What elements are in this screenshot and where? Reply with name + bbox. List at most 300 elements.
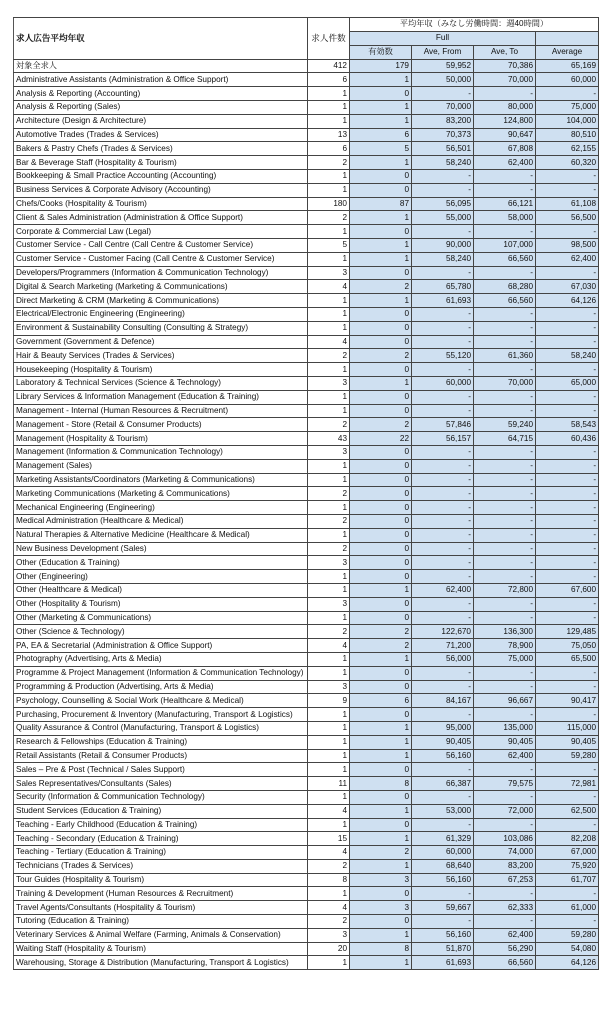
row-valid: 0: [350, 528, 412, 542]
row-valid: 1: [350, 252, 412, 266]
row-average: -: [536, 570, 599, 584]
table-row: [14, 749, 599, 763]
row-label: Management (Hospitality & Tourism): [14, 432, 308, 446]
row-from: -: [412, 501, 474, 515]
row-label: Government (Government & Defence): [14, 335, 308, 349]
row-label: Client & Sales Administration (Administration & Office Support): [14, 211, 308, 225]
row-label: Teaching - Secondary (Education & Training): [14, 832, 308, 846]
row-from: -: [412, 556, 474, 570]
row-valid: 0: [350, 680, 412, 694]
row-valid: 1: [350, 583, 412, 597]
table-row: [14, 266, 599, 280]
row-to: -: [474, 528, 536, 542]
row-count: 1: [308, 652, 350, 666]
table-row: [14, 611, 599, 625]
row-valid: 0: [350, 87, 412, 101]
row-count: 1: [308, 887, 350, 901]
row-count: 1: [308, 583, 350, 597]
row-valid: 0: [350, 183, 412, 197]
row-valid: 1: [350, 156, 412, 170]
row-to: -: [474, 487, 536, 501]
row-from: -: [412, 87, 474, 101]
row-count: 20: [308, 942, 350, 956]
row-valid: 1: [350, 294, 412, 308]
row-average: 65,000: [536, 377, 599, 391]
row-average: 75,920: [536, 859, 599, 873]
table-row: [14, 445, 599, 459]
row-from: -: [412, 266, 474, 280]
row-label: Environment & Sustainability Consulting (Consulting & Strategy): [14, 321, 308, 335]
row-count: 1: [308, 528, 350, 542]
row-to: 136,300: [474, 625, 536, 639]
row-to: -: [474, 308, 536, 322]
row-count: 1: [308, 87, 350, 101]
row-from: 57,846: [412, 418, 474, 432]
row-to: 61,360: [474, 349, 536, 363]
row-from: -: [412, 335, 474, 349]
row-average: 58,240: [536, 349, 599, 363]
table-row: [14, 87, 599, 101]
row-label: Hair & Beauty Services (Trades & Services): [14, 349, 308, 363]
row-count: 1: [308, 790, 350, 804]
row-to: -: [474, 459, 536, 473]
row-label: Analysis & Reporting (Sales): [14, 101, 308, 115]
row-to: -: [474, 666, 536, 680]
row-average: 61,000: [536, 901, 599, 915]
row-valid: 0: [350, 597, 412, 611]
row-from: 56,095: [412, 197, 474, 211]
row-average: -: [536, 708, 599, 722]
row-valid: 0: [350, 390, 412, 404]
row-average: -: [536, 528, 599, 542]
row-label: Bakers & Pastry Chefs (Trades & Services): [14, 142, 308, 156]
row-to: 64,715: [474, 432, 536, 446]
row-count: 9: [308, 694, 350, 708]
row-label: Management (Information & Communication Technology): [14, 445, 308, 459]
row-count: 2: [308, 418, 350, 432]
row-valid: 0: [350, 459, 412, 473]
row-to: 56,290: [474, 942, 536, 956]
row-average: -: [536, 321, 599, 335]
row-valid: 2: [350, 349, 412, 363]
table-row: [14, 128, 599, 142]
row-valid: 8: [350, 777, 412, 791]
row-to: -: [474, 473, 536, 487]
row-average: 90,405: [536, 735, 599, 749]
col-header-valid: 有効数: [350, 45, 412, 59]
table-row: [14, 597, 599, 611]
table-row: [14, 832, 599, 846]
row-count: 11: [308, 777, 350, 791]
row-from: -: [412, 404, 474, 418]
table-row: [14, 183, 599, 197]
row-label: Veterinary Services & Animal Welfare (Farming, Animals & Conservation): [14, 928, 308, 942]
table-row: [14, 225, 599, 239]
row-to: 79,575: [474, 777, 536, 791]
row-label: Business Services & Corporate Advisory (Accounting): [14, 183, 308, 197]
row-average: 56,500: [536, 211, 599, 225]
table-row: [14, 790, 599, 804]
row-average: 80,510: [536, 128, 599, 142]
row-valid: 0: [350, 321, 412, 335]
row-label: Security (Information & Communication Technology): [14, 790, 308, 804]
row-count: 8: [308, 873, 350, 887]
row-to: -: [474, 887, 536, 901]
row-count: 6: [308, 73, 350, 87]
row-label: Marketing Communications (Marketing & Communications): [14, 487, 308, 501]
row-count: 15: [308, 832, 350, 846]
row-valid: 0: [350, 487, 412, 501]
row-label: Architecture (Design & Architecture): [14, 114, 308, 128]
table-row: [14, 721, 599, 735]
row-from: -: [412, 459, 474, 473]
row-from: 70,000: [412, 101, 474, 115]
row-from: -: [412, 763, 474, 777]
row-to: 90,405: [474, 735, 536, 749]
row-to: -: [474, 363, 536, 377]
table-row: [14, 777, 599, 791]
row-label: Management - Store (Retail & Consumer Products): [14, 418, 308, 432]
row-label: Customer Service - Customer Facing (Call Centre & Customer Service): [14, 252, 308, 266]
table-title: 求人広告平均年収: [14, 18, 308, 60]
row-from: 68,640: [412, 859, 474, 873]
row-label: Marketing Assistants/Coordinators (Marketing & Communications): [14, 473, 308, 487]
row-label: Teaching - Early Childhood (Education & Training): [14, 818, 308, 832]
row-count: 2: [308, 211, 350, 225]
row-average: -: [536, 666, 599, 680]
row-label: Management - Internal (Human Resources & Recruitment): [14, 404, 308, 418]
row-average: -: [536, 87, 599, 101]
row-to: -: [474, 790, 536, 804]
row-average: -: [536, 887, 599, 901]
table-row: [14, 211, 599, 225]
row-from: 60,000: [412, 846, 474, 860]
row-valid: 1: [350, 652, 412, 666]
row-count: 1: [308, 473, 350, 487]
total-row: [14, 59, 599, 73]
row-from: 55,000: [412, 211, 474, 225]
row-label: Tour Guides (Hospitality & Tourism): [14, 873, 308, 887]
table-row: [14, 556, 599, 570]
row-from: -: [412, 225, 474, 239]
table-row: [14, 404, 599, 418]
row-from: -: [412, 680, 474, 694]
row-valid: 0: [350, 570, 412, 584]
row-label: Administrative Assistants (Administration & Office Support): [14, 73, 308, 87]
table-row: [14, 928, 599, 942]
row-count: 1: [308, 666, 350, 680]
row-valid: 1: [350, 859, 412, 873]
row-label: Research & Fellowships (Education & Training): [14, 735, 308, 749]
table-row: [14, 349, 599, 363]
row-from: 60,000: [412, 377, 474, 391]
row-valid: 0: [350, 473, 412, 487]
row-average: -: [536, 266, 599, 280]
row-count: 1: [308, 321, 350, 335]
table-row: [14, 170, 599, 184]
row-to: -: [474, 335, 536, 349]
row-count: 1: [308, 390, 350, 404]
row-average: 62,500: [536, 804, 599, 818]
row-to: 62,400: [474, 749, 536, 763]
row-to: -: [474, 183, 536, 197]
row-count: 6: [308, 142, 350, 156]
col-header-to: Ave, To: [474, 45, 536, 59]
row-to: 66,560: [474, 294, 536, 308]
row-valid: 0: [350, 404, 412, 418]
row-to: -: [474, 542, 536, 556]
row-to: -: [474, 680, 536, 694]
group-header: 平均年収（みなし労働時間：週40時間）: [350, 18, 599, 32]
row-label: Quality Assurance & Control (Manufacturing, Transport & Logistics): [14, 721, 308, 735]
row-valid: 2: [350, 280, 412, 294]
row-valid: 0: [350, 335, 412, 349]
row-count: 4: [308, 901, 350, 915]
row-from: 56,157: [412, 432, 474, 446]
row-from: -: [412, 445, 474, 459]
row-from: 56,000: [412, 652, 474, 666]
row-from: -: [412, 790, 474, 804]
row-count: 1: [308, 763, 350, 777]
row-to: -: [474, 597, 536, 611]
table-row: [14, 363, 599, 377]
row-to: -: [474, 501, 536, 515]
row-from: -: [412, 321, 474, 335]
row-count: 1: [308, 735, 350, 749]
row-valid: 1: [350, 956, 412, 970]
row-from: -: [412, 390, 474, 404]
row-to: 66,560: [474, 956, 536, 970]
row-label: Bar & Beverage Staff (Hospitality & Tourism): [14, 156, 308, 170]
row-to: 72,000: [474, 804, 536, 818]
row-valid: 8: [350, 942, 412, 956]
row-from: -: [412, 597, 474, 611]
row-label: Warehousing, Storage & Distribution (Manufacturing, Transport & Logistics): [14, 956, 308, 970]
table-row: [14, 625, 599, 639]
row-count: 3: [308, 928, 350, 942]
row-to: -: [474, 570, 536, 584]
row-from: 71,200: [412, 639, 474, 653]
row-to: 83,200: [474, 859, 536, 873]
row-average: 67,030: [536, 280, 599, 294]
table-row: [14, 873, 599, 887]
row-valid: 0: [350, 887, 412, 901]
table-row: [14, 114, 599, 128]
table-row: [14, 501, 599, 515]
row-label: Training & Development (Human Resources & Recruitment): [14, 887, 308, 901]
row-average: -: [536, 335, 599, 349]
table-row: [14, 335, 599, 349]
row-from: -: [412, 528, 474, 542]
row-from: -: [412, 487, 474, 501]
row-to: 78,900: [474, 639, 536, 653]
row-average: 64,126: [536, 956, 599, 970]
row-valid: 0: [350, 763, 412, 777]
row-average: -: [536, 390, 599, 404]
row-from: 70,373: [412, 128, 474, 142]
row-average: -: [536, 542, 599, 556]
row-to: 62,333: [474, 901, 536, 915]
row-count: 1: [308, 721, 350, 735]
row-count: 4: [308, 639, 350, 653]
table-row: [14, 459, 599, 473]
row-valid: 0: [350, 170, 412, 184]
row-valid: 1: [350, 211, 412, 225]
row-from: 65,780: [412, 280, 474, 294]
row-average: -: [536, 556, 599, 570]
row-from: 90,000: [412, 239, 474, 253]
row-count: 1: [308, 170, 350, 184]
row-label: Digital & Search Marketing (Marketing & Communications): [14, 280, 308, 294]
row-label: Mechanical Engineering (Engineering): [14, 501, 308, 515]
row-from: 55,120: [412, 349, 474, 363]
row-to: 66,560: [474, 252, 536, 266]
row-from: -: [412, 542, 474, 556]
row-average: 129,485: [536, 625, 599, 639]
row-label: Other (Engineering): [14, 570, 308, 584]
table-row: [14, 942, 599, 956]
row-average: 60,436: [536, 432, 599, 446]
table-row: [14, 377, 599, 391]
table-row: [14, 846, 599, 860]
row-to: 59,240: [474, 418, 536, 432]
row-label: Other (Marketing & Communications): [14, 611, 308, 625]
row-from: -: [412, 915, 474, 929]
row-count: 3: [308, 680, 350, 694]
row-count: 1: [308, 404, 350, 418]
row-count: 2: [308, 349, 350, 363]
row-count: 2: [308, 156, 350, 170]
table-row: [14, 432, 599, 446]
table-row: [14, 390, 599, 404]
table-row: [14, 583, 599, 597]
row-count: 3: [308, 597, 350, 611]
row-from: 56,160: [412, 928, 474, 942]
row-label: 対象全求人: [14, 59, 308, 73]
table-row: [14, 694, 599, 708]
row-to: 96,667: [474, 694, 536, 708]
row-valid: 0: [350, 445, 412, 459]
row-from: 61,329: [412, 832, 474, 846]
row-valid: 6: [350, 694, 412, 708]
table-row: [14, 639, 599, 653]
row-valid: 1: [350, 804, 412, 818]
row-to: 70,000: [474, 73, 536, 87]
row-to: -: [474, 390, 536, 404]
row-to: 74,000: [474, 846, 536, 860]
row-average: 62,400: [536, 252, 599, 266]
table-row: [14, 101, 599, 115]
row-average: -: [536, 363, 599, 377]
row-to: -: [474, 556, 536, 570]
row-to: -: [474, 170, 536, 184]
row-to: 67,253: [474, 873, 536, 887]
salary-table: [13, 17, 599, 970]
row-average: 67,600: [536, 583, 599, 597]
row-to: -: [474, 404, 536, 418]
row-count: 1: [308, 501, 350, 515]
row-average: -: [536, 170, 599, 184]
row-label: Chefs/Cooks (Hospitality & Tourism): [14, 197, 308, 211]
row-label: Retail Assistants (Retail & Consumer Products): [14, 749, 308, 763]
row-count: 3: [308, 266, 350, 280]
row-valid: 0: [350, 790, 412, 804]
row-average: -: [536, 790, 599, 804]
row-to: 70,386: [474, 59, 536, 73]
row-average: 60,000: [536, 73, 599, 87]
row-valid: 0: [350, 915, 412, 929]
row-count: 4: [308, 846, 350, 860]
row-average: 115,000: [536, 721, 599, 735]
table-row: [14, 735, 599, 749]
row-count: 4: [308, 335, 350, 349]
row-label: Management (Sales): [14, 459, 308, 473]
row-average: 65,500: [536, 652, 599, 666]
row-average: -: [536, 763, 599, 777]
table-row: [14, 308, 599, 322]
row-to: -: [474, 514, 536, 528]
table-row: [14, 252, 599, 266]
row-from: 59,952: [412, 59, 474, 73]
row-count: 3: [308, 377, 350, 391]
row-label: Teaching - Tertiary (Education & Training): [14, 846, 308, 860]
row-count: 13: [308, 128, 350, 142]
table-row: [14, 280, 599, 294]
row-count: 1: [308, 459, 350, 473]
row-average: -: [536, 818, 599, 832]
row-label: Medical Administration (Healthcare & Medical): [14, 514, 308, 528]
row-valid: 0: [350, 308, 412, 322]
row-valid: 2: [350, 846, 412, 860]
table-row: [14, 956, 599, 970]
row-average: 54,080: [536, 942, 599, 956]
row-valid: 0: [350, 363, 412, 377]
row-label: Psychology, Counselling & Social Work (Healthcare & Medical): [14, 694, 308, 708]
table-row: [14, 652, 599, 666]
row-to: 66,121: [474, 197, 536, 211]
row-from: 61,693: [412, 294, 474, 308]
row-count: 3: [308, 556, 350, 570]
row-to: -: [474, 266, 536, 280]
table-row: [14, 321, 599, 335]
row-label: Library Services & Information Management (Education & Training): [14, 390, 308, 404]
row-from: -: [412, 514, 474, 528]
row-to: 70,000: [474, 377, 536, 391]
row-count: 1: [308, 570, 350, 584]
row-label: Direct Marketing & CRM (Marketing & Communications): [14, 294, 308, 308]
row-label: Waiting Staff (Hospitality & Tourism): [14, 942, 308, 956]
row-from: 61,693: [412, 956, 474, 970]
row-label: Sales Representatives/Consultants (Sales): [14, 777, 308, 791]
row-label: Automotive Trades (Trades & Services): [14, 128, 308, 142]
row-valid: 0: [350, 542, 412, 556]
row-valid: 0: [350, 556, 412, 570]
row-to: 107,000: [474, 239, 536, 253]
table-row: [14, 901, 599, 915]
table-row: [14, 570, 599, 584]
row-label: Housekeeping (Hospitality & Tourism): [14, 363, 308, 377]
row-average: -: [536, 680, 599, 694]
row-to: 103,086: [474, 832, 536, 846]
row-label: Technicians (Trades & Services): [14, 859, 308, 873]
table-row: [14, 915, 599, 929]
row-count: 180: [308, 197, 350, 211]
row-label: Travel Agents/Consultants (Hospitality & Tourism): [14, 901, 308, 915]
row-average: 90,417: [536, 694, 599, 708]
row-average: -: [536, 514, 599, 528]
row-to: -: [474, 915, 536, 929]
row-average: -: [536, 915, 599, 929]
